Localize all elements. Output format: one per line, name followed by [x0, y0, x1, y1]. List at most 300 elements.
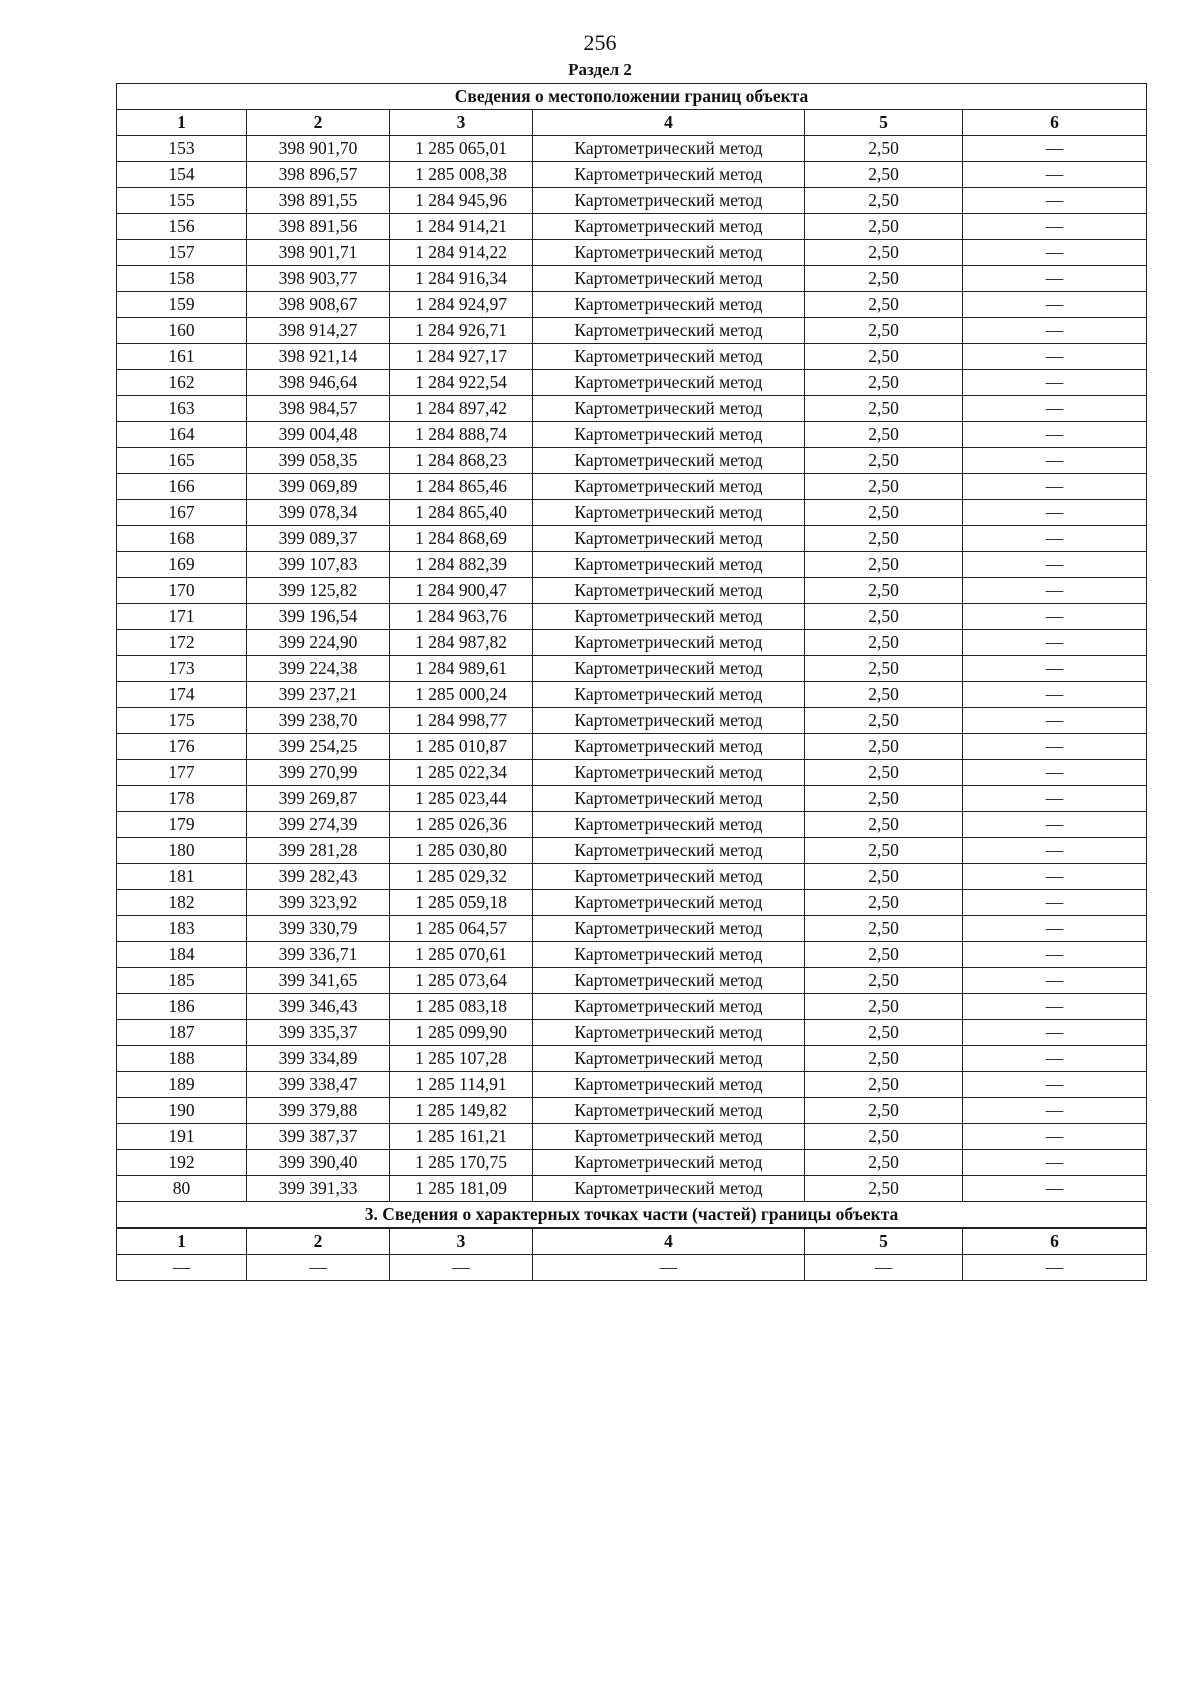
table-cell: 399 237,21 — [247, 682, 390, 708]
table-cell: 158 — [117, 266, 247, 292]
table-cell: 80 — [117, 1176, 247, 1202]
column-header: 3 — [390, 1228, 533, 1255]
table-cell: 1 285 065,01 — [390, 136, 533, 162]
table-cell: 399 107,83 — [247, 552, 390, 578]
table-cell: 159 — [117, 292, 247, 318]
table-cell: Картометрический метод — [533, 890, 805, 916]
table-cell: — — [963, 500, 1147, 526]
table-cell: 2,50 — [805, 994, 963, 1020]
column-header: 6 — [963, 110, 1147, 136]
table-row — [117, 630, 1147, 656]
table-cell: Картометрический метод — [533, 1150, 805, 1176]
table-cell: 157 — [117, 240, 247, 266]
table-cell: 1 285 149,82 — [390, 1098, 533, 1124]
table-cell: — — [963, 890, 1147, 916]
table-cell: Картометрический метод — [533, 838, 805, 864]
table-cell: 398 896,57 — [247, 162, 390, 188]
table-cell: 398 914,27 — [247, 318, 390, 344]
table-row — [117, 162, 1147, 188]
table-cell: 2,50 — [805, 656, 963, 682]
table-cell: — — [963, 240, 1147, 266]
table-row — [117, 448, 1147, 474]
table-cell: 2,50 — [805, 1150, 963, 1176]
table-cell: 1 284 922,54 — [390, 370, 533, 396]
table-cell: Картометрический метод — [533, 162, 805, 188]
table-cell: 398 901,70 — [247, 136, 390, 162]
table-cell: — — [805, 1255, 963, 1281]
table-cell: 1 284 914,22 — [390, 240, 533, 266]
table-cell: 1 284 945,96 — [390, 188, 533, 214]
table-cell: 399 379,88 — [247, 1098, 390, 1124]
table-cell: 399 254,25 — [247, 734, 390, 760]
table-cell: Картометрический метод — [533, 500, 805, 526]
table-cell: Картометрический метод — [533, 916, 805, 942]
table-cell: Картометрический метод — [533, 708, 805, 734]
table-cell: 2,50 — [805, 578, 963, 604]
table-cell: 1 285 161,21 — [390, 1124, 533, 1150]
table-cell: Картометрический метод — [533, 942, 805, 968]
column-header-row — [117, 110, 1147, 136]
table-cell: Картометрический метод — [533, 188, 805, 214]
table-cell: 1 284 888,74 — [390, 422, 533, 448]
table-cell: 156 — [117, 214, 247, 240]
table-cell: 171 — [117, 604, 247, 630]
table-cell: — — [963, 604, 1147, 630]
table-cell: 399 089,37 — [247, 526, 390, 552]
table-cell: 2,50 — [805, 396, 963, 422]
table-cell: Картометрический метод — [533, 734, 805, 760]
table-cell: 168 — [117, 526, 247, 552]
table-cell: 2,50 — [805, 344, 963, 370]
table-cell: — — [963, 526, 1147, 552]
table-cell: 399 224,38 — [247, 656, 390, 682]
table-row — [117, 214, 1147, 240]
table-cell: 1 284 914,21 — [390, 214, 533, 240]
table-row — [117, 708, 1147, 734]
table-cell: 2,50 — [805, 786, 963, 812]
table-cell: Картометрический метод — [533, 240, 805, 266]
table-cell: 2,50 — [805, 942, 963, 968]
table-cell: 179 — [117, 812, 247, 838]
table-cell: 1 285 099,90 — [390, 1020, 533, 1046]
table-cell: — — [963, 760, 1147, 786]
table-cell: Картометрический метод — [533, 630, 805, 656]
table-cell: 398 946,64 — [247, 370, 390, 396]
table-cell: 399 004,48 — [247, 422, 390, 448]
table-cell: 170 — [117, 578, 247, 604]
table-cell: — — [963, 474, 1147, 500]
table-cell: 163 — [117, 396, 247, 422]
table-cell: Картометрический метод — [533, 1098, 805, 1124]
table-row — [117, 292, 1147, 318]
table-cell: 1 285 083,18 — [390, 994, 533, 1020]
table-cell: 1 285 114,91 — [390, 1072, 533, 1098]
table-row — [117, 422, 1147, 448]
table-cell: Картометрический метод — [533, 448, 805, 474]
table-cell: Картометрический метод — [533, 786, 805, 812]
table-cell: — — [963, 656, 1147, 682]
table-cell: 399 224,90 — [247, 630, 390, 656]
table-cell: 399 274,39 — [247, 812, 390, 838]
table-cell: — — [963, 292, 1147, 318]
table-row — [117, 1255, 1147, 1281]
table-cell: 1 284 865,46 — [390, 474, 533, 500]
table-cell: — — [963, 864, 1147, 890]
table-cell: 1 284 868,23 — [390, 448, 533, 474]
table-cell: 1 285 107,28 — [390, 1046, 533, 1072]
table-cell: — — [963, 188, 1147, 214]
table-cell: 2,50 — [805, 266, 963, 292]
table-cell: Картометрический метод — [533, 422, 805, 448]
table-cell: Картометрический метод — [533, 968, 805, 994]
table-cell: Картометрический метод — [533, 266, 805, 292]
table-cell: 184 — [117, 942, 247, 968]
table-cell: 183 — [117, 916, 247, 942]
table-cell: 2,50 — [805, 422, 963, 448]
table-cell: 162 — [117, 370, 247, 396]
table-cell: — — [963, 162, 1147, 188]
table-cell: 1 285 000,24 — [390, 682, 533, 708]
table-cell: 2,50 — [805, 240, 963, 266]
table-cell: 2,50 — [805, 916, 963, 942]
table-cell: — — [963, 136, 1147, 162]
table-cell: 190 — [117, 1098, 247, 1124]
column-header: 5 — [805, 110, 963, 136]
table-cell: 192 — [117, 1150, 247, 1176]
table-cell: 399 238,70 — [247, 708, 390, 734]
table-cell: Картометрический метод — [533, 396, 805, 422]
table-cell: 153 — [117, 136, 247, 162]
table-cell: — — [963, 1255, 1147, 1281]
table-cell: Картометрический метод — [533, 1176, 805, 1202]
table-cell: 399 196,54 — [247, 604, 390, 630]
table-cell: — — [963, 448, 1147, 474]
table-cell: Картометрический метод — [533, 812, 805, 838]
table-cell: 164 — [117, 422, 247, 448]
table-cell: 399 078,34 — [247, 500, 390, 526]
table-row — [117, 318, 1147, 344]
table-cell: 181 — [117, 864, 247, 890]
table-cell: — — [963, 396, 1147, 422]
table-row — [117, 890, 1147, 916]
table-cell: 398 903,77 — [247, 266, 390, 292]
table-cell: Картометрический метод — [533, 474, 805, 500]
table-cell: 399 336,71 — [247, 942, 390, 968]
table-cell: 177 — [117, 760, 247, 786]
table-cell: — — [963, 1072, 1147, 1098]
column-header: 4 — [533, 110, 805, 136]
table-cell: 1 285 010,87 — [390, 734, 533, 760]
table-cell: 1 285 070,61 — [390, 942, 533, 968]
table-row — [117, 1098, 1147, 1124]
section-3-title: 3. Сведения о характерных точках части (частей) границы объекта — [117, 1202, 1147, 1229]
table-row — [117, 136, 1147, 162]
table-cell: — — [963, 838, 1147, 864]
table-row — [117, 1124, 1147, 1150]
table-row — [117, 604, 1147, 630]
table-cell: 2,50 — [805, 370, 963, 396]
table-cell: 176 — [117, 734, 247, 760]
table-cell: 1 284 989,61 — [390, 656, 533, 682]
table-cell: 185 — [117, 968, 247, 994]
table-cell: Картометрический метод — [533, 604, 805, 630]
table-cell: 2,50 — [805, 136, 963, 162]
table-cell: 398 921,14 — [247, 344, 390, 370]
table-row — [117, 500, 1147, 526]
column-header: 5 — [805, 1228, 963, 1255]
table-cell: 399 323,92 — [247, 890, 390, 916]
table-cell: Картометрический метод — [533, 656, 805, 682]
table-cell: 173 — [117, 656, 247, 682]
table-cell: 182 — [117, 890, 247, 916]
table-cell: 399 334,89 — [247, 1046, 390, 1072]
table-cell: Картометрический метод — [533, 318, 805, 344]
table-cell: 2,50 — [805, 968, 963, 994]
table-cell: — — [247, 1255, 390, 1281]
table-cell: 2,50 — [805, 1124, 963, 1150]
column-header: 1 — [117, 110, 247, 136]
table-cell: — — [963, 266, 1147, 292]
table-cell: 1 285 022,34 — [390, 760, 533, 786]
table-cell: — — [963, 812, 1147, 838]
table-cell: — — [963, 708, 1147, 734]
table-cell: 172 — [117, 630, 247, 656]
table-cell: 1 284 987,82 — [390, 630, 533, 656]
table-cell: — — [963, 630, 1147, 656]
table-cell: 398 901,71 — [247, 240, 390, 266]
table-cell: — — [963, 344, 1147, 370]
table-cell: 399 069,89 — [247, 474, 390, 500]
table-row — [117, 344, 1147, 370]
table-row — [117, 760, 1147, 786]
table-cell: 398 984,57 — [247, 396, 390, 422]
table-cell: — — [963, 552, 1147, 578]
table-cell: 2,50 — [805, 318, 963, 344]
table-cell: Картометрический метод — [533, 1072, 805, 1098]
table-cell: 188 — [117, 1046, 247, 1072]
table-row — [117, 942, 1147, 968]
table-cell: 2,50 — [805, 1098, 963, 1124]
table-cell: 2,50 — [805, 708, 963, 734]
table-row — [117, 370, 1147, 396]
table-cell: Картометрический метод — [533, 552, 805, 578]
table-cell: — — [963, 422, 1147, 448]
table-cell: 2,50 — [805, 890, 963, 916]
table-cell: 169 — [117, 552, 247, 578]
table-cell: 186 — [117, 994, 247, 1020]
table-cell: 2,50 — [805, 214, 963, 240]
table-cell: 399 125,82 — [247, 578, 390, 604]
table-cell: 1 284 882,39 — [390, 552, 533, 578]
table-row — [117, 188, 1147, 214]
table-cell: 399 281,28 — [247, 838, 390, 864]
table-cell: 2,50 — [805, 1020, 963, 1046]
column-header: 2 — [247, 1228, 390, 1255]
table-row — [117, 786, 1147, 812]
table-cell: — — [963, 734, 1147, 760]
table-cell: 1 284 998,77 — [390, 708, 533, 734]
table-cell: — — [963, 578, 1147, 604]
table-cell: — — [117, 1255, 247, 1281]
table-cell: 399 058,35 — [247, 448, 390, 474]
table-cell: — — [390, 1255, 533, 1281]
table-cell: — — [963, 916, 1147, 942]
table-cell: — — [963, 682, 1147, 708]
table-cell: 399 391,33 — [247, 1176, 390, 1202]
table-cell: Картометрический метод — [533, 578, 805, 604]
table-cell: 178 — [117, 786, 247, 812]
table-cell: Картометрический метод — [533, 292, 805, 318]
table-cell: 154 — [117, 162, 247, 188]
table-title-row — [117, 84, 1147, 110]
table-cell: 2,50 — [805, 526, 963, 552]
table-cell: Картометрический метод — [533, 1046, 805, 1072]
table-cell: 399 270,99 — [247, 760, 390, 786]
table-cell: Картометрический метод — [533, 214, 805, 240]
table-row — [117, 1020, 1147, 1046]
table-cell: 1 285 029,32 — [390, 864, 533, 890]
table-cell: 189 — [117, 1072, 247, 1098]
table-cell: — — [963, 1098, 1147, 1124]
table-cell: 399 387,37 — [247, 1124, 390, 1150]
table-cell: Картометрический метод — [533, 994, 805, 1020]
table-cell: 1 284 926,71 — [390, 318, 533, 344]
table-row — [117, 474, 1147, 500]
table-cell: Картометрический метод — [533, 526, 805, 552]
table-cell: 2,50 — [805, 760, 963, 786]
table-cell: 2,50 — [805, 630, 963, 656]
table-cell: 1 285 023,44 — [390, 786, 533, 812]
table-cell: 174 — [117, 682, 247, 708]
table-cell: — — [963, 1124, 1147, 1150]
section-3-title-row — [117, 1202, 1147, 1229]
table-cell: 399 282,43 — [247, 864, 390, 890]
table-cell: 2,50 — [805, 188, 963, 214]
table-cell: 399 269,87 — [247, 786, 390, 812]
table-row — [117, 916, 1147, 942]
column-header: 6 — [963, 1228, 1147, 1255]
table-row — [117, 1072, 1147, 1098]
table-cell: 1 284 963,76 — [390, 604, 533, 630]
table-cell: 160 — [117, 318, 247, 344]
table-cell: — — [963, 1046, 1147, 1072]
table-cell: 161 — [117, 344, 247, 370]
table-cell: 399 390,40 — [247, 1150, 390, 1176]
table-row — [117, 682, 1147, 708]
table-cell: 1 284 900,47 — [390, 578, 533, 604]
table-cell: 1 284 868,69 — [390, 526, 533, 552]
table-cell: 2,50 — [805, 734, 963, 760]
table-cell: 399 346,43 — [247, 994, 390, 1020]
table-row — [117, 266, 1147, 292]
table-cell: 1 284 927,17 — [390, 344, 533, 370]
table-cell: 167 — [117, 500, 247, 526]
table-cell: — — [963, 994, 1147, 1020]
table-title: Сведения о местоположении границ объекта — [117, 84, 1147, 110]
table-row — [117, 526, 1147, 552]
table-row — [117, 578, 1147, 604]
table-cell: 1 284 916,34 — [390, 266, 533, 292]
column-header: 1 — [117, 1228, 247, 1255]
table-cell: 155 — [117, 188, 247, 214]
table-row — [117, 864, 1147, 890]
table-cell: 180 — [117, 838, 247, 864]
table-cell: 398 891,55 — [247, 188, 390, 214]
boundary-table — [116, 83, 1147, 1281]
table-cell: 165 — [117, 448, 247, 474]
column-header: 2 — [247, 110, 390, 136]
table-cell: 399 341,65 — [247, 968, 390, 994]
table-cell: 398 908,67 — [247, 292, 390, 318]
table-cell: 2,50 — [805, 1176, 963, 1202]
column-header: 4 — [533, 1228, 805, 1255]
table-row — [117, 838, 1147, 864]
column-header: 3 — [390, 110, 533, 136]
page-number: 256 — [583, 30, 617, 55]
table-cell: Картометрический метод — [533, 1124, 805, 1150]
table-cell: — — [963, 214, 1147, 240]
section-label: Раздел 2 — [568, 60, 632, 79]
table-row — [117, 994, 1147, 1020]
table-cell: 187 — [117, 1020, 247, 1046]
table-cell: 1 285 059,18 — [390, 890, 533, 916]
table-cell: Картометрический метод — [533, 864, 805, 890]
table-cell: — — [963, 942, 1147, 968]
table-cell: 2,50 — [805, 864, 963, 890]
table-cell: 2,50 — [805, 552, 963, 578]
boundary-table-body — [117, 84, 1147, 1281]
table-cell: — — [963, 370, 1147, 396]
section-3-column-header-row — [117, 1228, 1147, 1255]
table-cell: 2,50 — [805, 448, 963, 474]
table-cell: Картометрический метод — [533, 136, 805, 162]
table-cell: 1 285 008,38 — [390, 162, 533, 188]
table-cell: 2,50 — [805, 500, 963, 526]
table-cell: 2,50 — [805, 604, 963, 630]
table-cell: 2,50 — [805, 292, 963, 318]
table-cell: 2,50 — [805, 838, 963, 864]
table-cell: 2,50 — [805, 1046, 963, 1072]
table-row — [117, 734, 1147, 760]
table-cell: 191 — [117, 1124, 247, 1150]
table-cell: 1 285 181,09 — [390, 1176, 533, 1202]
table-cell: Картометрический метод — [533, 760, 805, 786]
table-cell: 1 285 073,64 — [390, 968, 533, 994]
table-row — [117, 656, 1147, 682]
table-cell: — — [963, 318, 1147, 344]
table-cell: Картометрический метод — [533, 370, 805, 396]
table-cell: 2,50 — [805, 812, 963, 838]
table-cell: 1 285 064,57 — [390, 916, 533, 942]
table-cell: — — [963, 1150, 1147, 1176]
table-cell: Картометрический метод — [533, 344, 805, 370]
table-cell: — — [963, 1020, 1147, 1046]
table-row — [117, 1046, 1147, 1072]
table-cell: — — [533, 1255, 805, 1281]
table-cell: 1 284 924,97 — [390, 292, 533, 318]
table-row — [117, 1176, 1147, 1202]
table-cell: 2,50 — [805, 1072, 963, 1098]
table-cell: Картометрический метод — [533, 682, 805, 708]
table-cell: 1 285 170,75 — [390, 1150, 533, 1176]
table-row — [117, 1150, 1147, 1176]
table-cell: 398 891,56 — [247, 214, 390, 240]
table-row — [117, 396, 1147, 422]
table-cell: 399 338,47 — [247, 1072, 390, 1098]
table-cell: 1 284 897,42 — [390, 396, 533, 422]
table-row — [117, 552, 1147, 578]
table-cell: 2,50 — [805, 474, 963, 500]
